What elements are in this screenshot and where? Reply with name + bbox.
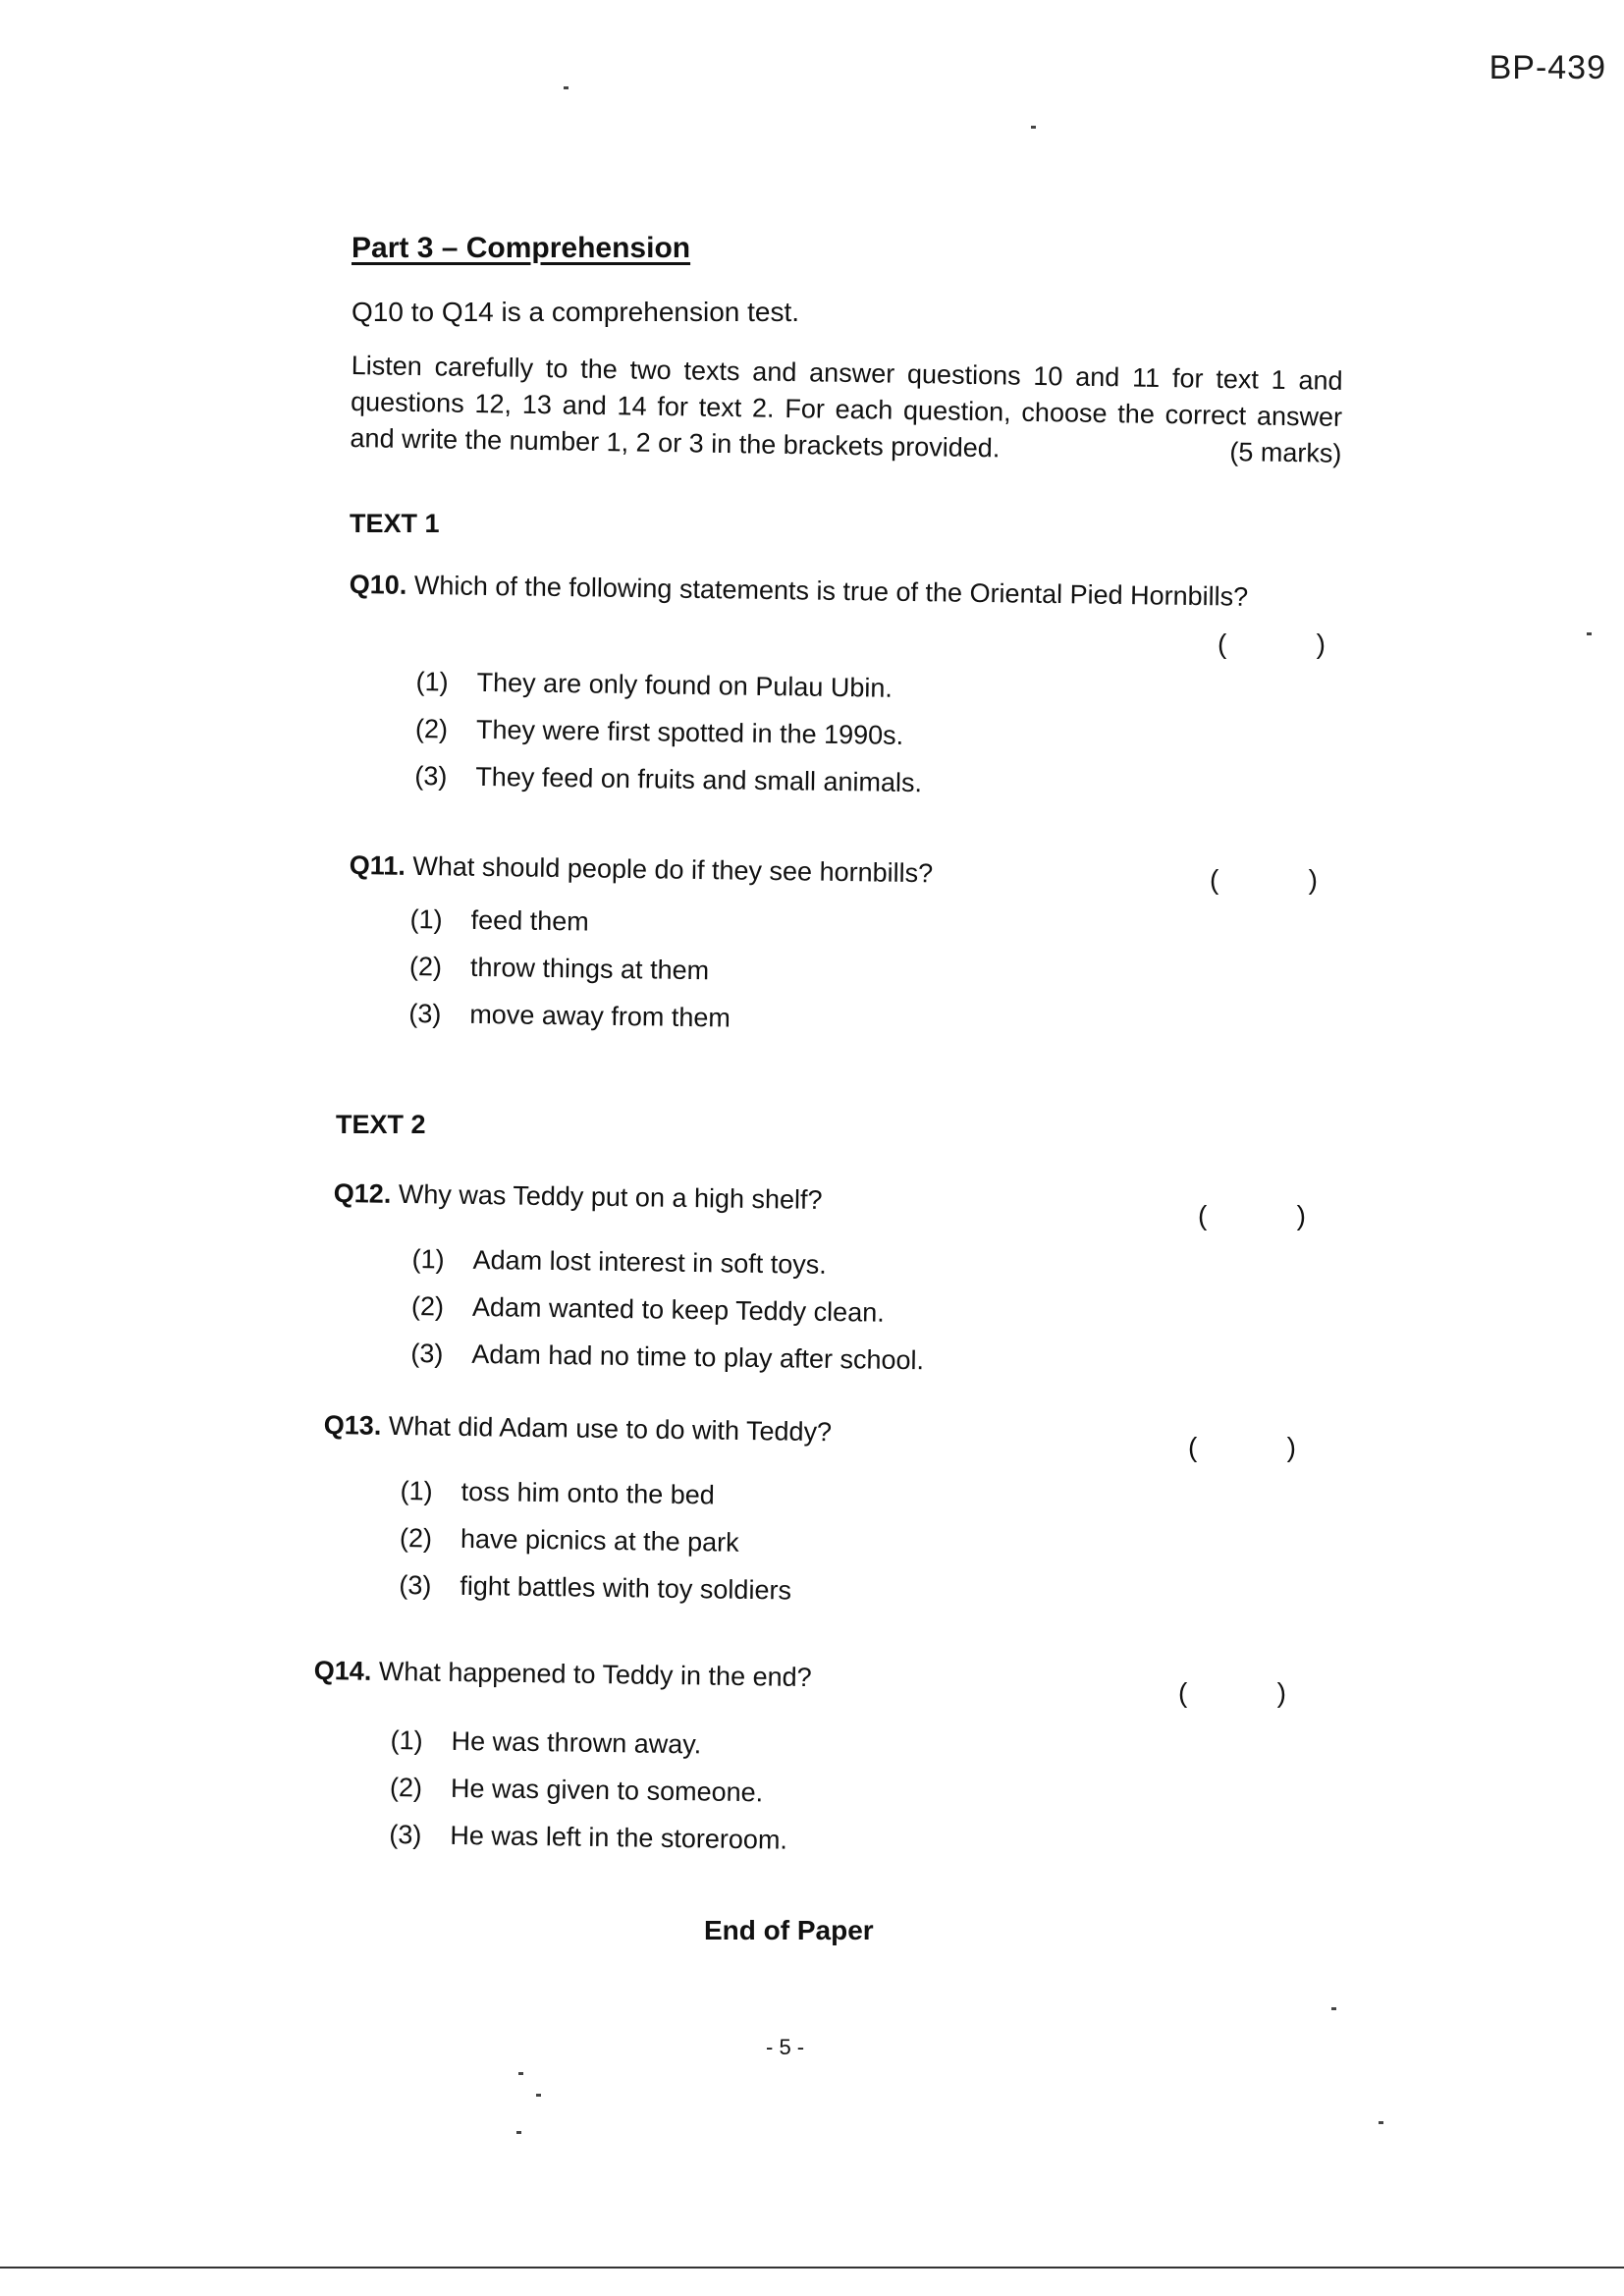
option-number: (1) xyxy=(411,1243,445,1274)
option-number: (1) xyxy=(409,903,443,934)
option-item xyxy=(409,943,731,995)
scan-edge-line xyxy=(0,2267,1624,2269)
option-item xyxy=(390,1717,788,1770)
scan-speck xyxy=(1379,2121,1383,2124)
section-intro: Q10 to Q14 is a comprehension test. xyxy=(352,297,800,327)
question-text: Why was Teddy put on a high shelf? xyxy=(398,1178,823,1215)
text2-heading: TEXT 2 xyxy=(336,1110,426,1139)
section-title: Part 3 – Comprehension xyxy=(352,232,691,264)
option-number: (2) xyxy=(389,1772,423,1802)
option-item xyxy=(399,1561,791,1614)
options-q14 xyxy=(389,1717,789,1864)
option-number: (2) xyxy=(414,713,449,743)
scan-speck xyxy=(1031,126,1036,129)
option-text: feed them xyxy=(470,904,589,937)
option-text: fight battles with toy soldiers xyxy=(460,1570,792,1606)
scan-speck xyxy=(1331,2007,1336,2010)
close-bracket: ) xyxy=(1316,629,1326,659)
option-text: toss him onto the bed xyxy=(460,1476,716,1509)
page-number: - 5 - xyxy=(766,2035,805,2059)
option-item xyxy=(389,1811,787,1864)
question-q13 xyxy=(324,1410,833,1448)
question-number: Q13. xyxy=(323,1410,382,1441)
options-q12 xyxy=(410,1235,926,1384)
option-text: have picnics at the park xyxy=(460,1523,739,1558)
question-q11 xyxy=(350,850,934,889)
scan-speck xyxy=(536,2094,541,2097)
option-item xyxy=(415,705,923,759)
answer-brackets-q13[interactable] xyxy=(1188,1432,1296,1463)
answer-brackets-q14[interactable] xyxy=(1178,1677,1286,1709)
instructions-text: Listen carefully to the two texts and answer questions 10 and 11 for text 1 and questions 12, 13 and 14 for text 2. For each question, choose the correct answer and write the number 1, 2 or 3 in the brackets provided. xyxy=(350,350,1343,464)
close-bracket: ) xyxy=(1308,864,1318,895)
scan-speck xyxy=(1587,632,1592,635)
option-item xyxy=(400,1514,792,1567)
question-number: Q11. xyxy=(349,850,406,881)
options-q13 xyxy=(399,1467,793,1614)
text1-heading: TEXT 1 xyxy=(350,509,440,538)
option-item xyxy=(411,1283,925,1337)
option-number: (3) xyxy=(410,1338,444,1368)
question-text: What did Adam use to do with Teddy? xyxy=(388,1410,833,1448)
end-of-paper: End of Paper xyxy=(704,1915,874,1945)
option-text: He was left in the storeroom. xyxy=(450,1820,788,1855)
question-number: Q14. xyxy=(313,1656,372,1686)
answer-brackets-q11[interactable] xyxy=(1210,864,1318,896)
option-number: (2) xyxy=(399,1522,433,1553)
option-number: (3) xyxy=(389,1819,422,1849)
option-number: (2) xyxy=(410,1290,445,1321)
option-text: move away from them xyxy=(469,999,731,1033)
option-text: They were first spotted in the 1990s. xyxy=(475,714,904,750)
option-number: (1) xyxy=(390,1724,423,1755)
question-q12 xyxy=(334,1178,823,1216)
option-text: He was thrown away. xyxy=(451,1725,702,1759)
option-number: (1) xyxy=(400,1475,433,1505)
question-text: Which of the following statements is true of the Oriental Pied Hornbills? xyxy=(413,570,1249,612)
options-q10 xyxy=(414,658,924,806)
option-item xyxy=(409,896,731,948)
question-number: Q10. xyxy=(349,570,407,600)
option-number: (1) xyxy=(415,666,449,696)
open-bracket: ( xyxy=(1188,1432,1198,1462)
open-bracket: ( xyxy=(1218,629,1227,659)
option-text: Adam had no time to play after school. xyxy=(471,1339,925,1375)
option-item xyxy=(414,752,922,806)
instructions xyxy=(350,348,1343,472)
option-item xyxy=(408,990,731,1042)
close-bracket: ) xyxy=(1286,1432,1296,1462)
option-text: He was given to someone. xyxy=(450,1773,764,1807)
question-text: What happened to Teddy in the end? xyxy=(378,1656,812,1693)
scan-speck xyxy=(564,86,568,89)
option-item xyxy=(415,658,923,712)
option-number: (2) xyxy=(408,951,443,981)
scan-speck xyxy=(516,2131,521,2134)
options-q11 xyxy=(408,896,732,1042)
marks-label: (5 marks) xyxy=(1229,437,1342,468)
option-item xyxy=(390,1764,788,1817)
question-q14 xyxy=(314,1656,812,1693)
option-number: (3) xyxy=(414,760,448,791)
option-item xyxy=(410,1330,924,1384)
close-bracket: ) xyxy=(1276,1677,1286,1708)
close-bracket: ) xyxy=(1296,1200,1306,1230)
option-text: They feed on fruits and small animals. xyxy=(475,761,923,797)
question-text: What should people do if they see hornbills? xyxy=(412,850,934,889)
question-number: Q12. xyxy=(333,1178,392,1209)
scan-speck xyxy=(518,2072,523,2075)
paper-code: BP-439 xyxy=(1489,49,1606,86)
option-text: Adam lost interest in soft toys. xyxy=(472,1244,827,1280)
option-text: Adam wanted to keep Teddy clean. xyxy=(471,1291,885,1328)
open-bracket: ( xyxy=(1210,864,1219,895)
answer-brackets-q12[interactable] xyxy=(1198,1200,1306,1231)
question-q10 xyxy=(350,570,1249,613)
open-bracket: ( xyxy=(1178,1677,1188,1708)
option-item xyxy=(400,1467,792,1520)
option-number: (3) xyxy=(399,1569,432,1600)
option-number: (3) xyxy=(408,998,442,1028)
option-item xyxy=(411,1235,925,1289)
open-bracket: ( xyxy=(1198,1200,1208,1230)
option-text: throw things at them xyxy=(469,952,710,985)
answer-brackets-q10[interactable] xyxy=(1218,629,1326,660)
option-text: They are only found on Pulau Ubin. xyxy=(476,667,893,703)
